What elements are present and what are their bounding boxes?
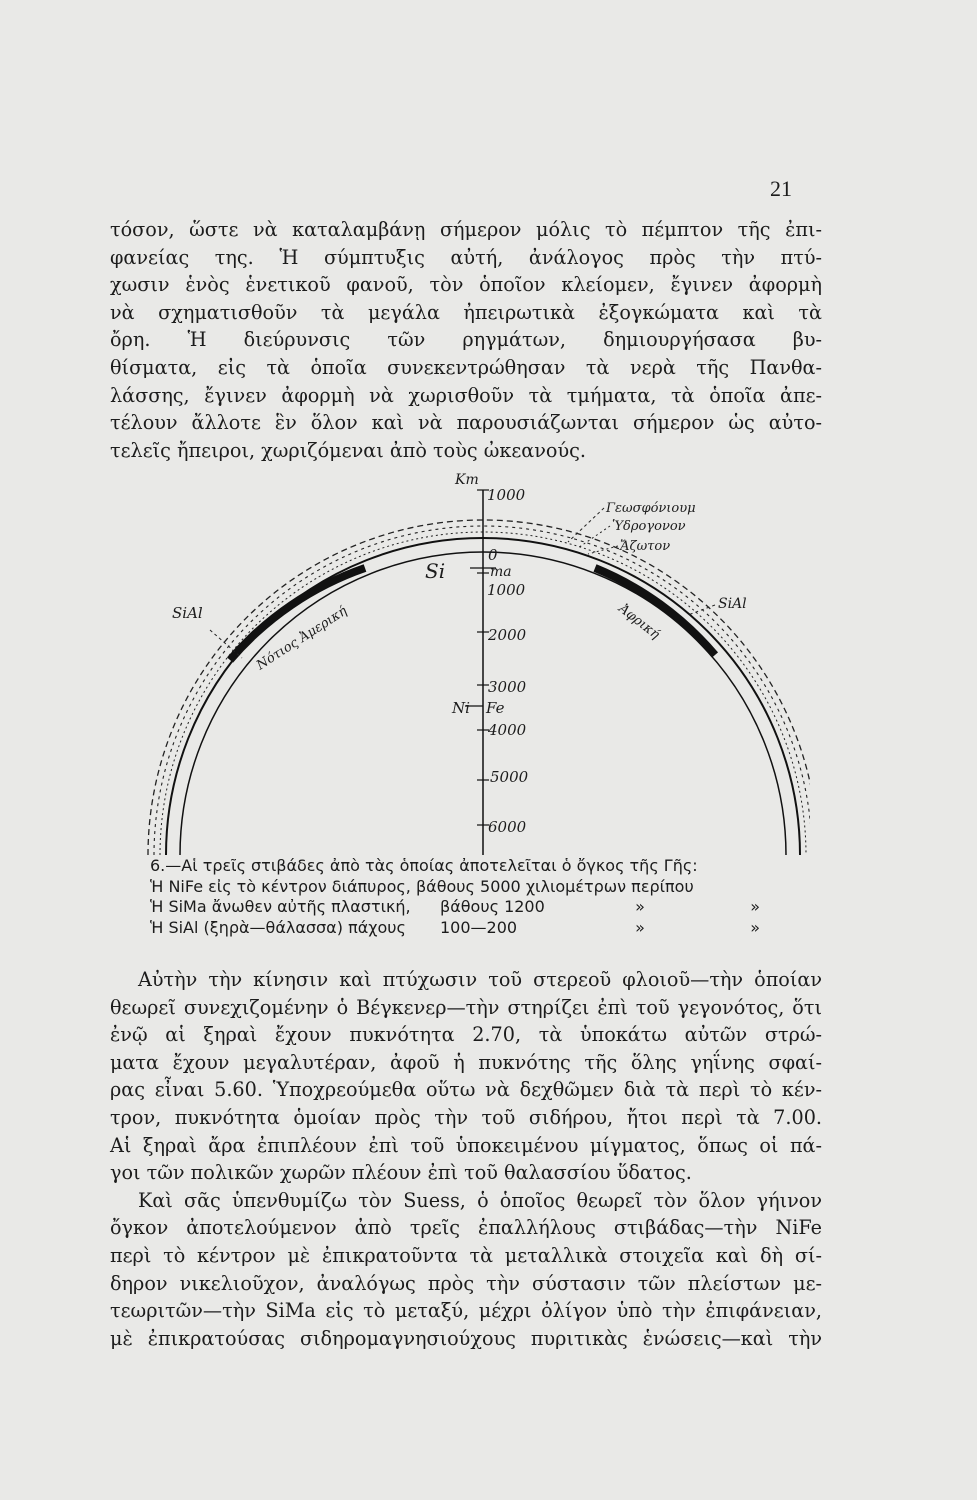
layer-ma-label: ma [490, 564, 512, 580]
text-line: ὄρη. Ἡ διεύρυνσις τῶν ρηγμάτων, δημιουργήσασα βυ- [110, 328, 822, 352]
text-line: Καὶ σᾶς ὑπενθυμίζω τὸν Suess, ὁ ὁποῖος θεωρεῖ τὸν ὅλον γήινον [138, 1188, 822, 1212]
text-line: θίσματα, εἰς τὰ ὁποῖα συνεκεντρώθησαν τὰ νερὰ τῆς Πανθα- [110, 355, 822, 379]
layer-si-label: Si [425, 559, 446, 583]
caption-cell: βάθους 1200 [440, 897, 545, 916]
atmosphere-arc-outer [148, 520, 810, 855]
scale-tick-3000: 3000 [488, 678, 527, 696]
text-line: λάσσης, ἔγινεν ἀφορμὴ νὰ χωρισθοῦν τὰ τμήματα, τὰ ὁποῖα ἀπε- [110, 383, 822, 407]
bottom-text [110, 966, 822, 1352]
figure-caption [150, 856, 790, 938]
ditto-mark: » [635, 897, 645, 916]
scale-tick-1000: 1000 [487, 581, 526, 599]
text-line: τεωριτῶν—τὴν SiMa εἰς τὸ μεταξύ, μέχρι ὀλίγον ὑπὸ τὴν ἐπιφάνειαν, [110, 1299, 822, 1323]
text-line: τέλουν ἄλλοτε ἓν ὅλον καὶ νὰ παρουσιάζωνται σήμερον ὡς αὐτο- [110, 411, 822, 435]
text-line: Αἱ ξηραὶ ἄρα ἐπιπλέουν ἐπὶ τοῦ ὑποκειμένου μίγματος, ὅπως οἱ πά- [110, 1133, 822, 1157]
text-line: φανείας της. Ἡ σύμπτυξις αὐτή, ἀνάλογος πρὸς τὴν πτύ- [110, 245, 822, 269]
text-line: τόσον, ὥστε νὰ καταλαμβάνῃ σήμερον μόλις τὸ πέμπτον τῆς ἐπι- [110, 218, 822, 241]
caption-cell: Ἡ SiMa ἄνωθεν αὐτῆς πλαστική, [150, 897, 411, 916]
nitrogen-label: Ἄζωτον [620, 539, 671, 554]
text-line: νὰ σχηματισθοῦν τὰ μεγάλα ἠπειρωτικὰ ἐξογκώματα καὶ τὰ [110, 300, 822, 324]
caption-cell: Ἡ SiAl (ξηρὰ—θάλασσα) πάχους [150, 917, 406, 937]
text-line: δηρον νικελιοῦχον, ἀναλόγως πρὸς τὴν σύστασιν τῶν πλείστων με- [110, 1271, 822, 1295]
scale-tick-2000: 2000 [488, 626, 527, 644]
hydrosphere-label: Ὑδρογονον [612, 519, 686, 534]
sial-left-label: SiAl [172, 604, 203, 622]
layer-ni-label: Ni [452, 699, 470, 717]
ditto-mark: » [635, 917, 645, 937]
text-line: ματα ἔχουν μεγαλυτέραν, ἀφοῦ ἡ πυκνότης τῆς ὅλης γηΐνης σφαί- [110, 1050, 822, 1074]
top-paragraph [110, 216, 822, 464]
ditto-mark: » [750, 917, 760, 937]
earth-layers-diagram [130, 460, 810, 860]
earth-layers-figure [130, 460, 810, 860]
text-line: γοι τῶν πολικῶν χωρῶν πλέουν ἐπὶ τοῦ θαλασσίου ὕδατος. [110, 1161, 692, 1185]
geosphere-label: Γεωσφόνιουμ [606, 501, 696, 516]
page-number: 21 [770, 176, 792, 201]
caption-row-sial [150, 918, 790, 939]
text-line: μὲ ἐπικρατούσας σιδηρομαγνησιούχους πυριτικὰς ἑνώσεις—καὶ τὴν [110, 1326, 822, 1350]
scale-top-label: 1000 [487, 486, 526, 504]
text-line: θεωρεῖ συνεχιζομένην ὁ Βέγκενερ—τὴν στηρίζει ἐπὶ τοῦ γεγονότος, ὅτι [110, 995, 822, 1019]
caption-title: 6.—Αἱ τρεῖς στιβάδες ἀπὸ τὰς ὁποίας ἀποτελεῖται ὁ ὄγκος τῆς Γῆς: [150, 856, 698, 875]
text-line: ὄγκον ἀποτελούμενον ἀπὸ τρεῖς ἐπαλλήλους στιβάδας—τὴν NiFe [110, 1216, 822, 1240]
sial-right-label: SiAl [718, 596, 747, 612]
africa-label: Ἀφρική [615, 601, 663, 643]
scale-tick-6000: 6000 [488, 818, 527, 836]
text-line: ἐνῷ αἱ ξηραὶ ἔχουν πυκνότητα 2.70, τὰ ὑποκάτω αὐτῶν στρώ- [110, 1023, 822, 1047]
text-line: χωσιν ἑνὸς ἑνετικοῦ φανοῦ, τὸν ὁποῖον κλείομεν, ἔγινεν ἀφορμὴ [110, 273, 822, 297]
caption-cell: 100—200 [440, 917, 518, 937]
text-line: ρας εἶναι 5.60. Ὑποχρεούμεθα οὕτω νὰ δεχθῶμεν διὰ τὰ περὶ τὸ κέν- [110, 1078, 822, 1102]
atmosphere-arc-middle [154, 526, 810, 855]
text-line: περὶ τὸ κέντρον μὲ ἐπικρατοῦντα τὰ μεταλλικὰ στοιχεῖα καὶ δὴ σί- [110, 1243, 822, 1267]
scale-zero-label: 0 [488, 546, 498, 564]
text-line: τρον, πυκνότητα ὁμοίαν πρὸς τὴν τοῦ σιδήρου, ἤτοι περὶ τὰ 7.00. [110, 1105, 822, 1129]
text-line: τελεῖς ἤπειροι, χωριζόμεναι ἀπὸ τοὺς ὠκεανούς. [110, 438, 586, 462]
caption-row-nife: Ἡ NiFe εἰς τὸ κέντρον διάπυρος, βάθους 5000 χιλιομέτρων περίπου [150, 876, 694, 896]
axis-unit-label: Km [455, 472, 479, 488]
text-line: Αὐτὴν τὴν κίνησιν καὶ πτύχωσιν τοῦ στερεοῦ φλοιοῦ—τὴν ὁποίαν [138, 968, 822, 991]
south-america-label: Νότιος Ἀμερική [254, 603, 350, 674]
scale-tick-5000: 5000 [490, 768, 529, 786]
caption-row-sima [150, 897, 790, 918]
scale-tick-4000: 4000 [488, 721, 527, 739]
layer-fe-label: Fe [486, 699, 505, 717]
ditto-mark: » [750, 897, 760, 916]
